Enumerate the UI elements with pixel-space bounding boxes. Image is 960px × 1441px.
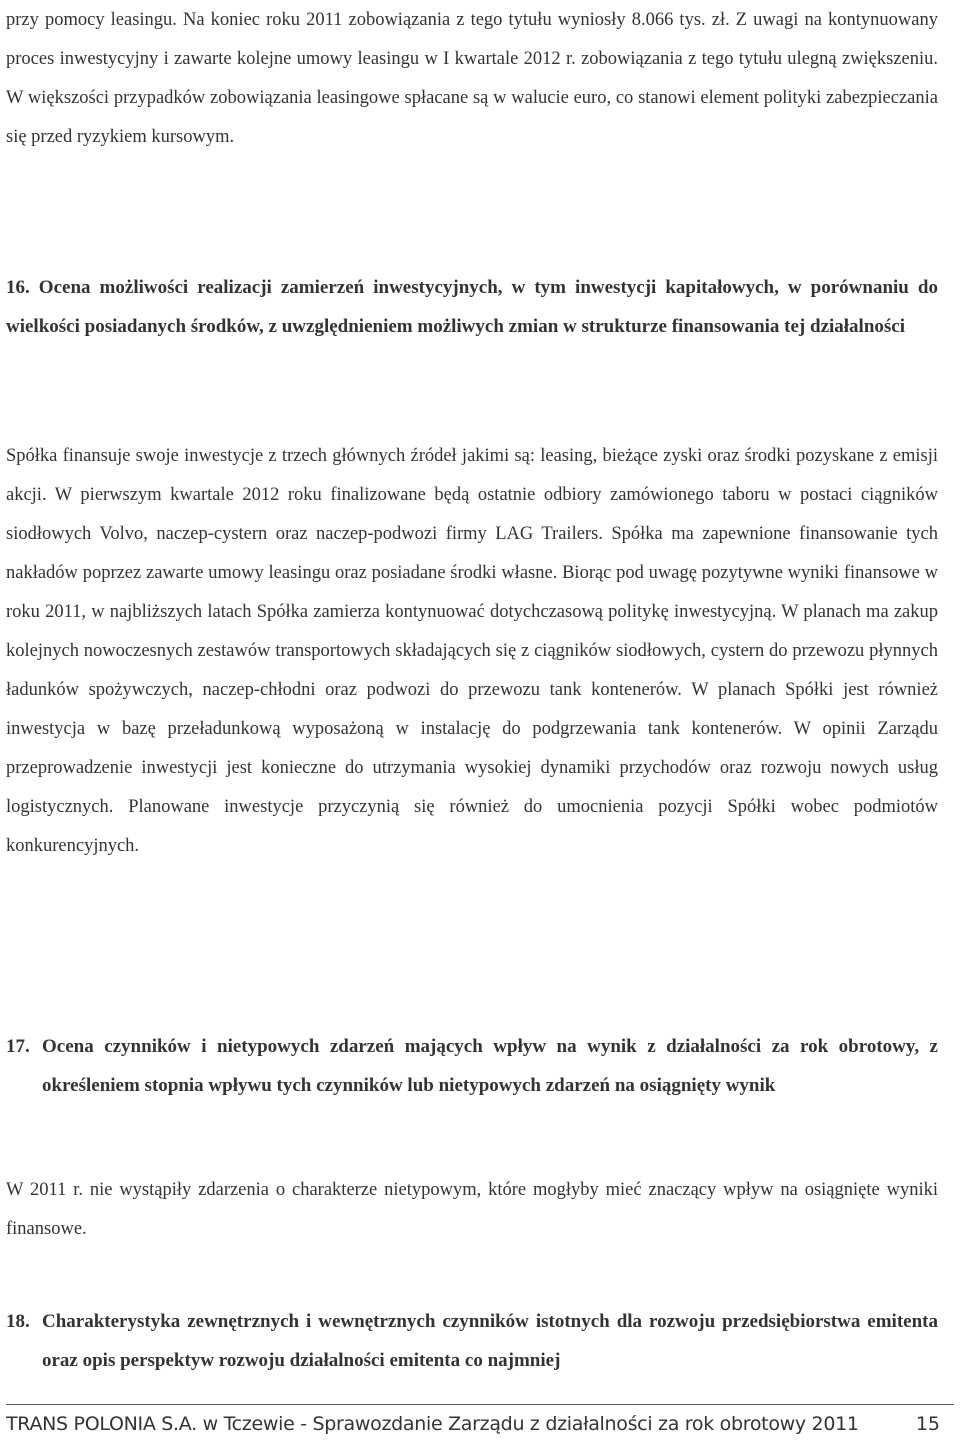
section-number-17: 17. (6, 1036, 30, 1057)
section-heading-16-text: 16. Ocena możliwości realizacji zamierzeń inwestycyjnych, w tym inwestycji kapitałowych, w porównaniu do wielkości posiadanych środków, z uwzględnieniem możliwych zmian w strukturze finansowania tej działalności (6, 277, 938, 337)
section-heading-18-text: Charakterystyka zewnętrznych i wewnętrznych czynników istotnych dla rozwoju przedsiębiorstwa emitenta oraz opis perspektyw rozwoju działalności emitenta co najmniej (42, 1311, 938, 1371)
page-footer (6, 1404, 954, 1439)
document-page (6, 0, 938, 1438)
section-number-18: 18. (6, 1311, 30, 1332)
section-heading-17-text: Ocena czynników i nietypowych zdarzeń mających wpływ na wynik z działalności za rok obrotowy, z określeniem stopnia wpływu tych czynników lub nietypowych zdarzeń na osiągnięty wynik (42, 1036, 938, 1096)
paragraph-atypical-events: W 2011 r. nie wystąpiły zdarzenia o charakterze nietypowym, które mogłyby mieć znaczący wpływ na osiągnięte wyniki finansowe. (6, 1180, 938, 1239)
section-heading-16 (6, 268, 938, 346)
section-heading-18 (6, 1302, 938, 1380)
page-number: 15 (915, 1413, 940, 1435)
footer-title: TRANS POLONIA S.A. w Tczewie - Sprawozdanie Zarządu z działalności za rok obrotowy 2011 (6, 1413, 859, 1435)
paragraph-investment-financing: Spółka finansuje swoje inwestycje z trzech głównych źródeł jakimi są: leasing, bieżące zyski oraz środki pozyskane z emisji akcji. W pierwszym kwartale 2012 roku finalizowane będą ostatnie odbiory zamówionego taboru w postaci ciągników siodłowych Volvo, naczep-cystern oraz naczep-podwozi firmy LAG Trailers. Spółka ma zapewnione finansowanie tych nakładów poprzez zawarte umowy leasingu oraz posiadane środki własne. Biorąc pod uwagę pozytywne wyniki finansowe w roku 2011, w najbliższych latach Spółka zamierza kontynuować dotychczasową politykę inwestycyjną. W planach ma zakup kolejnych nowoczesnych zestawów transportowych składających się z ciągników siodłowych, cystern do przewozu płynnych ładunków spożywczych, naczep-chłodni oraz podwozi do przewozu tank kontenerów. W planach Spółki jest również inwestycja w bazę przeładunkową wyposażoną w instalację do podgrzewania tank kontenerów. W opinii Zarządu przeprowadzenie inwestycji jest konieczne do utrzymania wysokiej dynamiki przychodów oraz rozwoju nowych usług logistycznych. Planowane inwestycje przyczynią się również do umocnienia pozycji Spółki wobec podmiotów konkurencyjnych. (6, 446, 938, 856)
paragraph-leasing-liabilities: przy pomocy leasingu. Na koniec roku 2011 zobowiązania z tego tytułu wyniosły 8.066 tys. zł. Z uwagi na kontynuowany proces inwestycyjny i zawarte kolejne umowy leasingu w I kwartale 2012 r. zobowiązania z tego tytułu ulegną zwiększeniu. W większości przypadków zobowiązania leasingowe spłacane są w walucie euro, co stanowi element polityki zabezpieczania się przed ryzykiem kursowym. (6, 10, 938, 147)
section-heading-17 (6, 1027, 938, 1105)
